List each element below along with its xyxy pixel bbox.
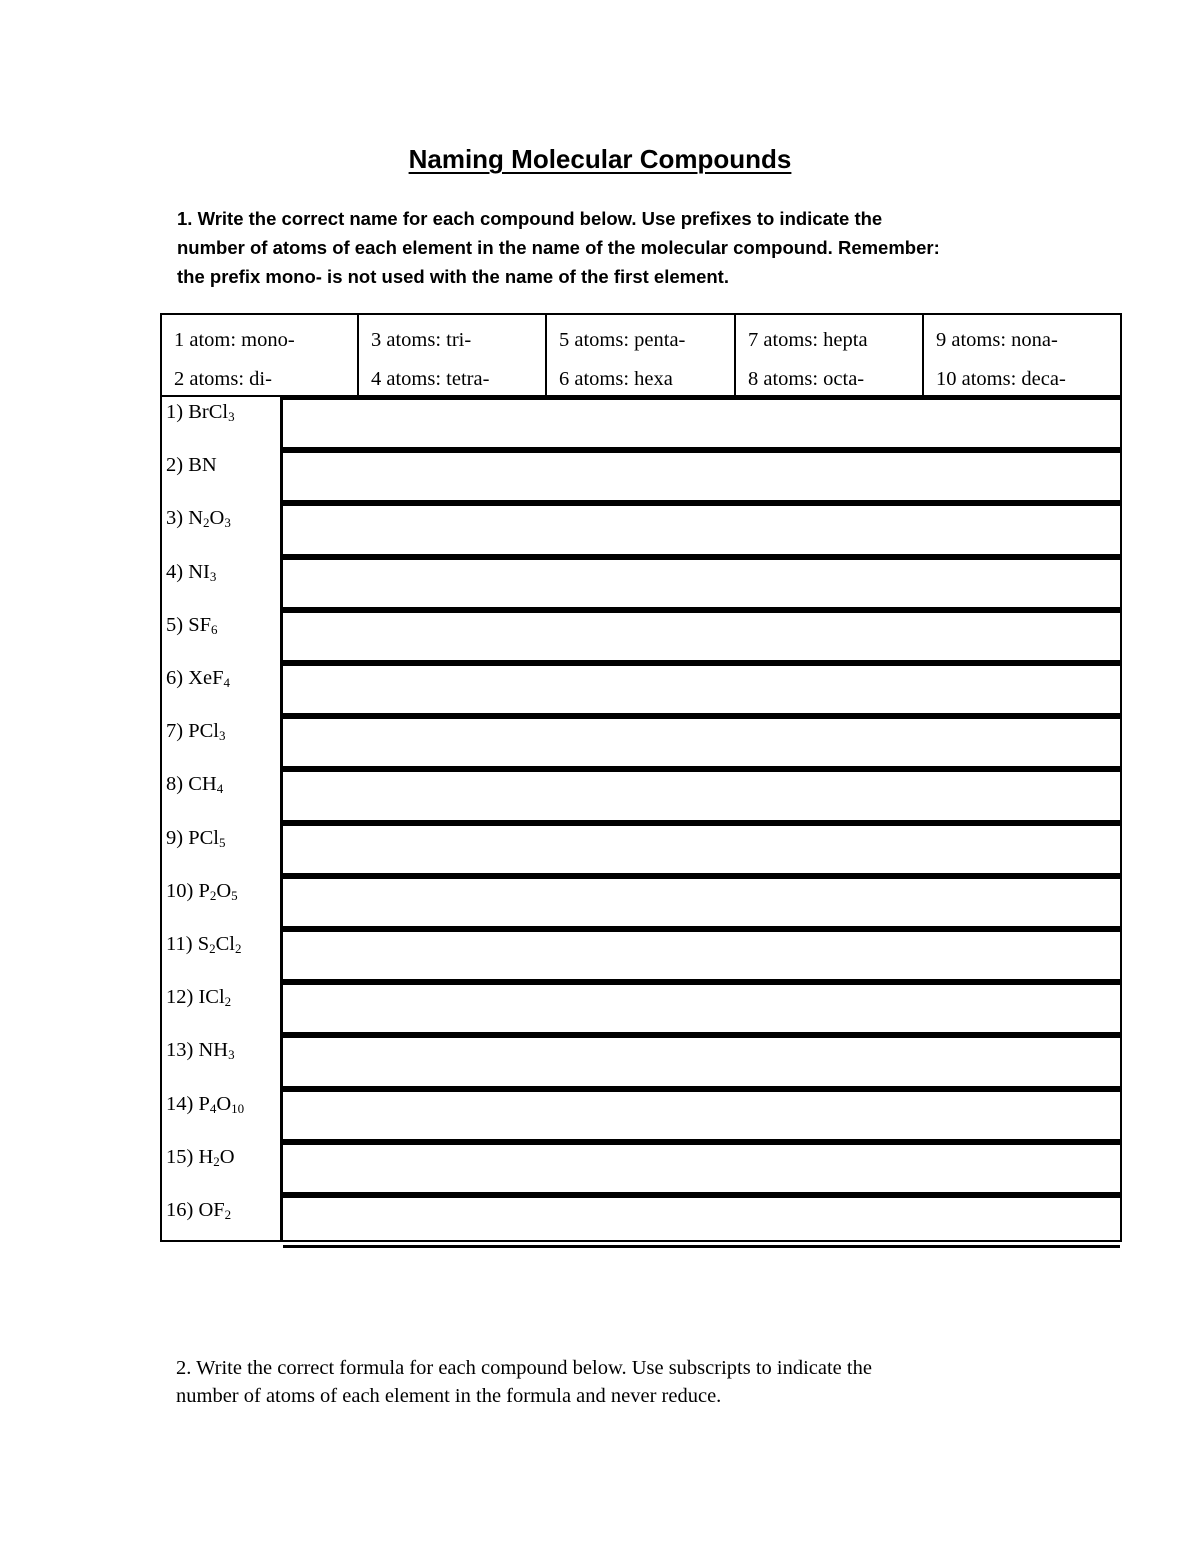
- prefix-cell: [162, 315, 359, 395]
- page-title: Naming Molecular Compounds: [408, 144, 792, 174]
- prefix-label: 4 atoms: tetra-: [371, 368, 490, 390]
- element-symbol: H: [198, 1145, 214, 1168]
- compound-formula: [166, 933, 241, 956]
- instruction-line: the prefix mono- is not used with the name of the first element.: [177, 266, 729, 287]
- element-symbol: BN: [188, 454, 217, 477]
- compound-formula: [166, 1039, 235, 1062]
- subscript: 4: [209, 1100, 217, 1116]
- answer-box[interactable]: [283, 450, 1120, 503]
- compound-formula: [166, 827, 225, 850]
- prefix-label: 1 atom: mono-: [174, 329, 295, 351]
- compound-number: 1): [166, 401, 189, 423]
- subscript: 4: [223, 675, 231, 690]
- answer-box[interactable]: [283, 610, 1120, 663]
- part1-instructions: [177, 204, 1077, 291]
- subscript: 2: [213, 1153, 220, 1169]
- prefix-cell: [547, 315, 736, 395]
- answer-box[interactable]: [283, 1035, 1120, 1088]
- instruction-line: 1. Write the correct name for each compound below. Use prefixes to indicate the: [177, 208, 883, 229]
- compound-number: 8): [166, 773, 189, 796]
- compound-number: 9): [166, 826, 189, 849]
- compound-formula: [166, 720, 225, 743]
- compound-formula: [166, 1146, 235, 1169]
- compound-column: [162, 397, 283, 1242]
- instruction-line: 2. Write the correct formula for each compound below. Use subscripts to indicate the: [176, 1357, 872, 1379]
- answer-box[interactable]: [283, 1142, 1120, 1195]
- subscript: 3: [209, 568, 217, 584]
- prefix-label: 10 atoms: deca-: [936, 368, 1066, 390]
- element-symbol: O: [216, 1092, 232, 1115]
- answer-box[interactable]: [283, 1195, 1120, 1248]
- element-symbol: PCl: [188, 826, 219, 849]
- compound-number: 14): [166, 1092, 199, 1115]
- compound-formula: [166, 614, 218, 637]
- subscript: 3: [218, 728, 226, 744]
- compound-number: 7): [166, 720, 189, 743]
- compound-formula: [166, 401, 235, 424]
- answer-box[interactable]: [283, 982, 1120, 1035]
- compound-formula: [166, 773, 223, 796]
- subscript: 6: [211, 621, 218, 637]
- prefix-reference-row: [162, 315, 1120, 397]
- compound-number: 2): [166, 454, 189, 477]
- prefix-label: 7 atoms: hepta: [748, 329, 868, 351]
- compound-formula: [166, 561, 216, 584]
- subscript: 10: [231, 1100, 245, 1116]
- answer-box[interactable]: [283, 716, 1120, 769]
- subscript: 2: [224, 994, 232, 1010]
- compound-number: 11): [166, 933, 198, 955]
- compound-number: 13): [166, 1039, 199, 1062]
- prefix-label: 8 atoms: octa-: [748, 368, 865, 390]
- element-symbol: Cl: [208, 401, 229, 423]
- instruction-line: number of atoms of each element in the formula and never reduce.: [176, 1385, 722, 1407]
- subscript: 2: [224, 1207, 232, 1222]
- part2-instructions: [176, 1354, 1076, 1410]
- subscript: 5: [218, 834, 226, 850]
- subscript: 3: [224, 515, 231, 531]
- prefix-label: 2 atoms: di-: [174, 368, 272, 390]
- element-symbol: SF: [188, 613, 212, 636]
- compound-number: 10): [166, 879, 199, 902]
- prefix-label: 9 atoms: nona-: [936, 329, 1058, 351]
- compound-formula: [166, 1199, 231, 1222]
- subscript: 2: [203, 515, 210, 531]
- element-symbol: N: [188, 507, 204, 530]
- element-symbol: S: [197, 933, 210, 955]
- answer-box[interactable]: [283, 663, 1120, 716]
- prefix-cell: [736, 315, 924, 395]
- prefix-label: 6 atoms: hexa: [559, 368, 673, 390]
- compound-number: 16): [166, 1199, 199, 1221]
- answer-box[interactable]: [283, 397, 1120, 450]
- element-symbol: O: [216, 879, 232, 902]
- element-symbol: O: [209, 507, 225, 530]
- subscript: 3: [228, 1047, 235, 1063]
- instruction-line: number of atoms of each element in the name of the molecular compound. Remember:: [177, 237, 940, 258]
- element-symbol: NI: [188, 560, 210, 583]
- element-symbol: P: [198, 879, 210, 902]
- subscript: 5: [231, 887, 238, 903]
- answer-box[interactable]: [283, 1089, 1120, 1142]
- compound-formula: [166, 507, 231, 530]
- prefix-cell: [359, 315, 547, 395]
- answer-box[interactable]: [283, 823, 1120, 876]
- compound-formula: [166, 880, 238, 903]
- element-symbol: CH: [188, 773, 217, 796]
- naming-worksheet-table: [160, 313, 1122, 1242]
- answer-box[interactable]: [283, 557, 1120, 610]
- subscript: 2: [234, 941, 242, 956]
- compound-formula: [166, 667, 230, 690]
- compound-number: 6): [166, 667, 189, 689]
- compound-number: 5): [166, 613, 189, 636]
- compound-formula: [166, 1093, 244, 1116]
- subscript: 2: [209, 887, 217, 903]
- element-symbol: P: [198, 1092, 210, 1115]
- element-symbol: Br: [188, 401, 209, 423]
- element-symbol: PCl: [188, 720, 219, 743]
- element-symbol: NH: [198, 1039, 229, 1062]
- compound-formula: [166, 454, 217, 477]
- prefix-label: 3 atoms: tri-: [371, 329, 472, 351]
- answer-box[interactable]: [283, 929, 1120, 982]
- subscript: 4: [216, 781, 224, 797]
- compound-number: 4): [166, 560, 189, 583]
- compound-number: 3): [166, 507, 189, 530]
- answer-box[interactable]: [283, 503, 1120, 556]
- element-symbol: Cl: [215, 933, 235, 955]
- prefix-label: 5 atoms: penta-: [559, 329, 686, 351]
- answer-box[interactable]: [283, 769, 1120, 822]
- element-symbol: O: [219, 1145, 235, 1168]
- subscript: 3: [228, 409, 235, 424]
- element-symbol: XeF: [188, 667, 224, 689]
- element-symbol: ICl: [198, 986, 225, 1009]
- compound-number: 12): [166, 986, 199, 1009]
- compound-number: 15): [166, 1145, 199, 1168]
- subscript: 2: [209, 941, 216, 956]
- element-symbol: OF: [198, 1199, 225, 1221]
- prefix-cell: [924, 315, 1120, 395]
- compound-formula: [166, 986, 231, 1009]
- answer-box[interactable]: [283, 876, 1120, 929]
